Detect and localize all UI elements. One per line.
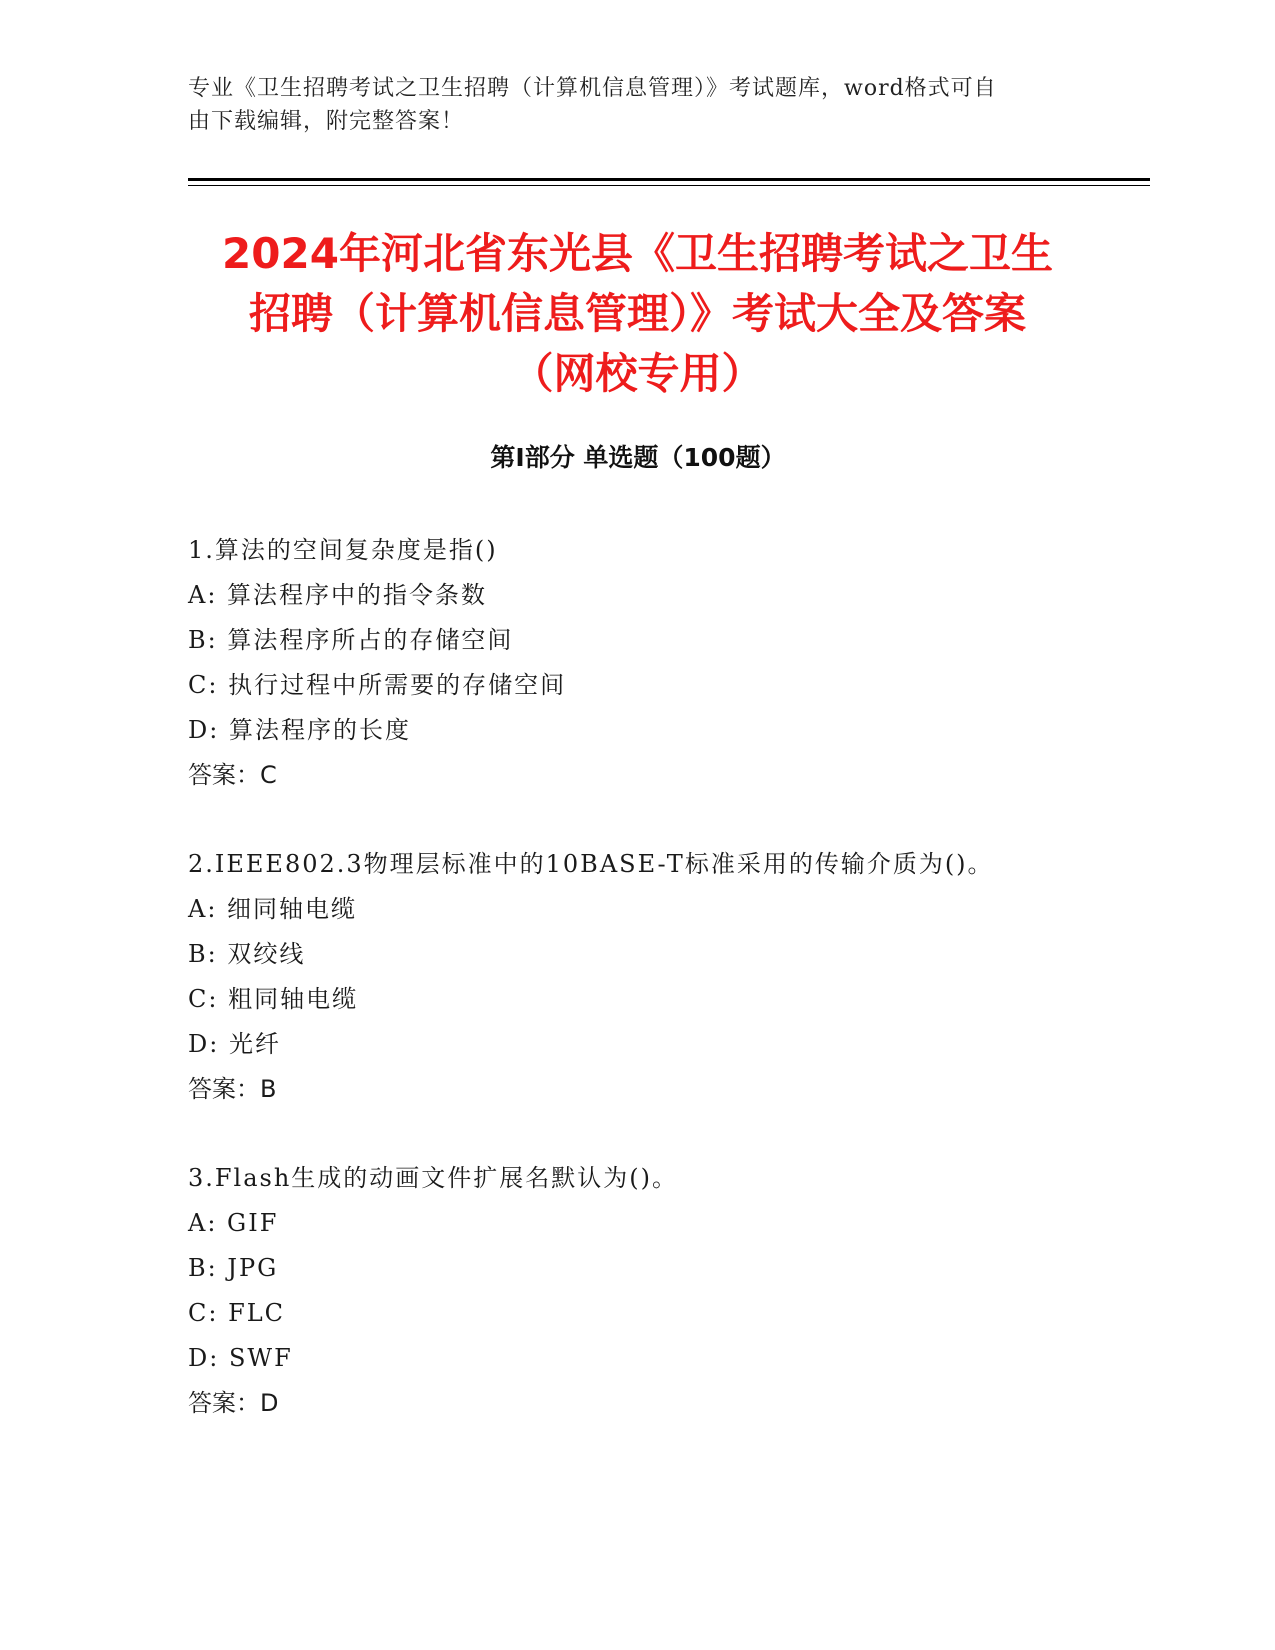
- question-1: [188, 528, 1148, 798]
- option-a: A: 算法程序中的指令条数: [188, 581, 488, 609]
- answer: 答案：C: [188, 761, 277, 789]
- header-note-line-1: 专业《卫生招聘考试之卫生招聘（计算机信息管理）》考试题库，word格式可自: [188, 76, 997, 101]
- option-a: A: 细同轴电缆: [188, 895, 358, 923]
- option-c: C: FLC: [188, 1299, 286, 1327]
- header-divider-thin: [188, 185, 1150, 186]
- question-stem: 3.Flash生成的动画文件扩展名默认为()。: [188, 1164, 679, 1192]
- question-stem: 1.算法的空间复杂度是指(): [188, 536, 498, 564]
- header-divider-thick: [188, 178, 1150, 181]
- question-list: [188, 528, 1148, 1470]
- answer: 答案：D: [188, 1389, 279, 1417]
- option-b: B: 双绞线: [188, 940, 306, 968]
- title-line-2: 招聘（计算机信息管理）》考试大全及答案: [248, 289, 1026, 338]
- question-3: [188, 1156, 1148, 1426]
- document-title: [150, 224, 1125, 404]
- question-2: [188, 842, 1148, 1112]
- header-note: [188, 72, 1068, 138]
- option-b: B: 算法程序所占的存储空间: [188, 626, 514, 654]
- title-line-1: 2024年河北省东光县《卫生招聘考试之卫生: [222, 229, 1053, 278]
- section-title: 第Ⅰ部分 单选题（100题）: [490, 443, 786, 472]
- option-a: A: GIF: [188, 1209, 279, 1237]
- question-stem: 2.IEEE802.3物理层标准中的10BASE-T标准采用的传输介质为()。: [188, 850, 994, 878]
- option-d: D: 光纤: [188, 1030, 281, 1058]
- option-d: D: 算法程序的长度: [188, 716, 411, 744]
- option-c: C: 粗同轴电缆: [188, 985, 359, 1013]
- option-d: D: SWF: [188, 1344, 293, 1372]
- option-b: B: JPG: [188, 1254, 279, 1282]
- header-note-line-2: 由下载编辑，附完整答案！: [188, 109, 465, 134]
- title-line-3: （网校专用）: [511, 349, 764, 398]
- option-c: C: 执行过程中所需要的存储空间: [188, 671, 567, 699]
- answer: 答案：B: [188, 1075, 277, 1103]
